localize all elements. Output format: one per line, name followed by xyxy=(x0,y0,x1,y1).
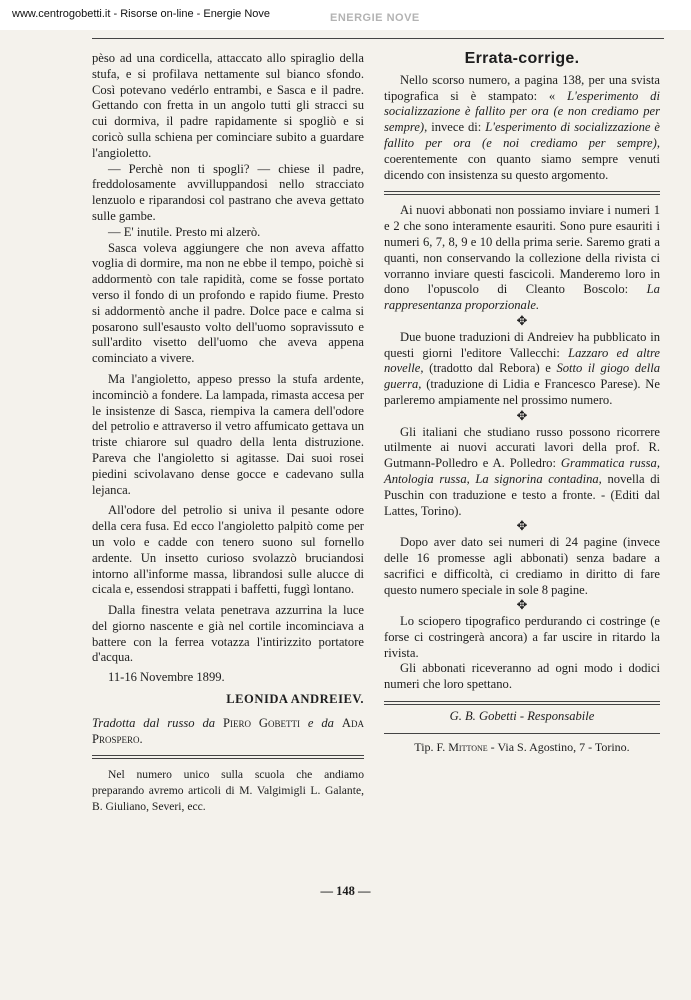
printer-line xyxy=(384,740,660,756)
story-paragraph: pèso ad una cordicella, attaccato allo spiraglio della stufa, e si profilava nettamente sul bianco sfondo. Così potevano vedérlo entrambi, e Sasca e il padre. Gettando con fretta in un angolo tutti gli stracci su cui dormiva, il padre rapidamente si spogliò e si coricò sulla schiena per cominciare subito a guardare l'angioletto. xyxy=(92,51,364,160)
section-rule xyxy=(384,733,660,734)
page-number: — 148 — xyxy=(320,884,371,898)
site-header-bar xyxy=(0,0,691,30)
left-column xyxy=(92,51,364,815)
errata-correct-text: L'esperimento di socializzazione è fallito per ora (e noi crediamo per sempre) xyxy=(384,120,660,150)
subscribers-paragraph xyxy=(384,203,660,314)
story-paragraph: All'odore del petrolio si univa il pesante odore della cera fusa. Ed ecco l'angioletto palpitò come per un volo e cadde con tenero suono sul fornello ardente. Un insetto curioso svolazzò bruciandosi intorno all'informe massa, librandosi sulle alucce di cicala e, essendosi strappati i baffetti, fuggì lontano. xyxy=(92,503,364,597)
pages-paragraph: Dopo aver dato sei numeri di 24 pagine (invece delle 16 promesse agli abbonati) senza badare a sacrifici e difficoltà, ci crediamo in diritto di fare questo numero speciale in sole 8 pagine. xyxy=(384,535,660,597)
russian-study-paragraph xyxy=(384,425,660,520)
site-link-text[interactable]: www.centrogobetti.it - Risorse on-line - Energie Nove xyxy=(12,8,271,20)
translator-name: Ada Prospero. xyxy=(92,715,364,746)
story-paragraph: Ma l'angioletto, appeso presso la stufa ardente, incominciò a fondere. La lampada, rimasta accesa per le insistenze di Sasca, riempiva la camera dell'odore del petrolio e attraverso il vetro affumicato gettava un triste chiarore sul quadro della lenta distruzione. Pareva che l'angioletto si agitasse. Dai suoi rosei piedini scivolavano dense gocce e cadevano sulla lejanca. xyxy=(92,371,364,497)
pamphlet-title: La rappresentanza proporzionale. xyxy=(384,282,660,313)
section-rule xyxy=(384,701,660,705)
errata-wrong-text: L'esperimento di socializzazione è fallito per ora (e non crediamo per sempre) xyxy=(384,88,660,135)
translation-mid: e da xyxy=(307,715,334,730)
right-column xyxy=(384,51,660,756)
story-paragraph: — E' inutile. Presto mi alzerò. xyxy=(108,224,261,239)
strike-paragraph: Gli abbonati riceveranno ad ogni modo i dodici numeri che loro spettano. xyxy=(384,661,660,692)
errata-text: Nello scorso numero, a pagina 138, per una svista tipografica si è stampato: « xyxy=(384,72,660,103)
subscribers-text: Ai nuovi abbonati non possiamo inviare i numeri 1 e 2 che sono interamente esauriti. Sono pure esauriti i numeri 6, 7, 8, 9 e 10 della prima serie. Saremo grati a quanti, non conservando la collezione della rivista ci vorranno inviare questi fascicoli. Manderemo loro in dono l'opuscolo di Cleanto Boscolo: xyxy=(384,203,660,297)
story-author: LEONIDA ANDREIEV. xyxy=(226,692,364,707)
book-title: Sotto il giogo della guerra, xyxy=(384,361,660,392)
printer-text: - Via S. Agostino, 7 - Torino. xyxy=(490,739,630,754)
separator-ornament: ✥ xyxy=(516,313,528,329)
russian-text: Gli italiani che studiano russo possono ricorrere utilmente ai nuovi accurati lavori della prof. R. Gutmann-Polledro e A. Polledro: xyxy=(384,424,660,471)
printer-text: Tip. F. xyxy=(414,739,446,754)
translations-text: Due buone traduzioni di Andreiev ha pubblicato in questi giorni l'editore Vallecchi: xyxy=(384,329,660,360)
translations-paragraph xyxy=(384,330,660,409)
translations-text: (traduzione di Lidia e Francesco Parese). Ne parleremo ampiamente nel prossimo numero. xyxy=(384,377,660,407)
book-title: Lazzaro ed altre novelle, xyxy=(384,345,661,376)
translation-prefix: Tradotta dal russo da xyxy=(92,715,216,730)
printer-name: Mittone xyxy=(448,739,488,754)
responsible-editor: G. B. Gobetti - Responsabile xyxy=(449,709,595,724)
school-issue-notice: Nel numero unico sulla scuola che andiamo preparando avremo articoli di M. Valgimigli L. Galante, B. Giuliano, Severi, ecc. xyxy=(92,768,364,814)
translation-credit xyxy=(92,716,364,748)
errata-paragraph xyxy=(384,73,660,184)
errata-text: , invece di: xyxy=(424,120,482,135)
russian-text: novella di Puschin con traduzione e testo a fronte. - (Editi dal Lattes, Torino). xyxy=(384,471,660,518)
header-rule xyxy=(92,38,664,39)
section-rule xyxy=(92,755,364,759)
translations-text: (tradotto dal Rebora) e xyxy=(429,361,551,376)
story-paragraph: — Perchè non ti spogli? — chiese il padre, freddolosamente avvilluppandosi nello stracciato lenzuolo e riparandosi col pastrano che aveva gettato sulle gambe. xyxy=(92,161,364,223)
section-rule xyxy=(384,191,660,195)
story-paragraph: Dalla finestra velata penetrava azzurrina la luce del giorno nascente e già nel cortile incominciava a battere con la ferrea votazza l'intirizzito portatore d'acqua. xyxy=(92,603,364,665)
strike-paragraph: Lo sciopero tipografico perdurando ci costringe (e forse ci costringerà ancora) a far uscire in ritardo la rivista. xyxy=(384,614,660,660)
story-paragraph: Sasca voleva aggiungere che non aveva affatto voglia di dormire, ma non ne ebbe il tempo, poichè si addormentò con tale rapidità, come se fosse portato verso il fondo di un profondo e rapido fiume. Presto si addormentò anche il padre. Dolce pace e calma si posarono sull'esausto volto dell'uomo sopravissuto e sull'ardito visetto dell'uomo che aveva appena cominciato a vivere. xyxy=(92,240,364,366)
running-header-title: ENERGIE NOVE xyxy=(330,12,420,24)
separator-ornament: ✥ xyxy=(516,519,528,535)
translator-name: Piero Gobetti xyxy=(222,715,300,730)
story-date: 11-16 Novembre 1899. xyxy=(108,670,225,685)
errata-title: Errata-corrige. xyxy=(464,50,580,67)
book-titles: Grammatica russa, Antologia russa, La signorina contadina, xyxy=(384,456,660,486)
separator-ornament: ✥ xyxy=(516,598,528,614)
separator-ornament: ✥ xyxy=(516,408,528,424)
errata-text: , coerentemente con quanto siamo sempre venuti dicendo con insistenza su questo argomento. xyxy=(384,135,660,182)
